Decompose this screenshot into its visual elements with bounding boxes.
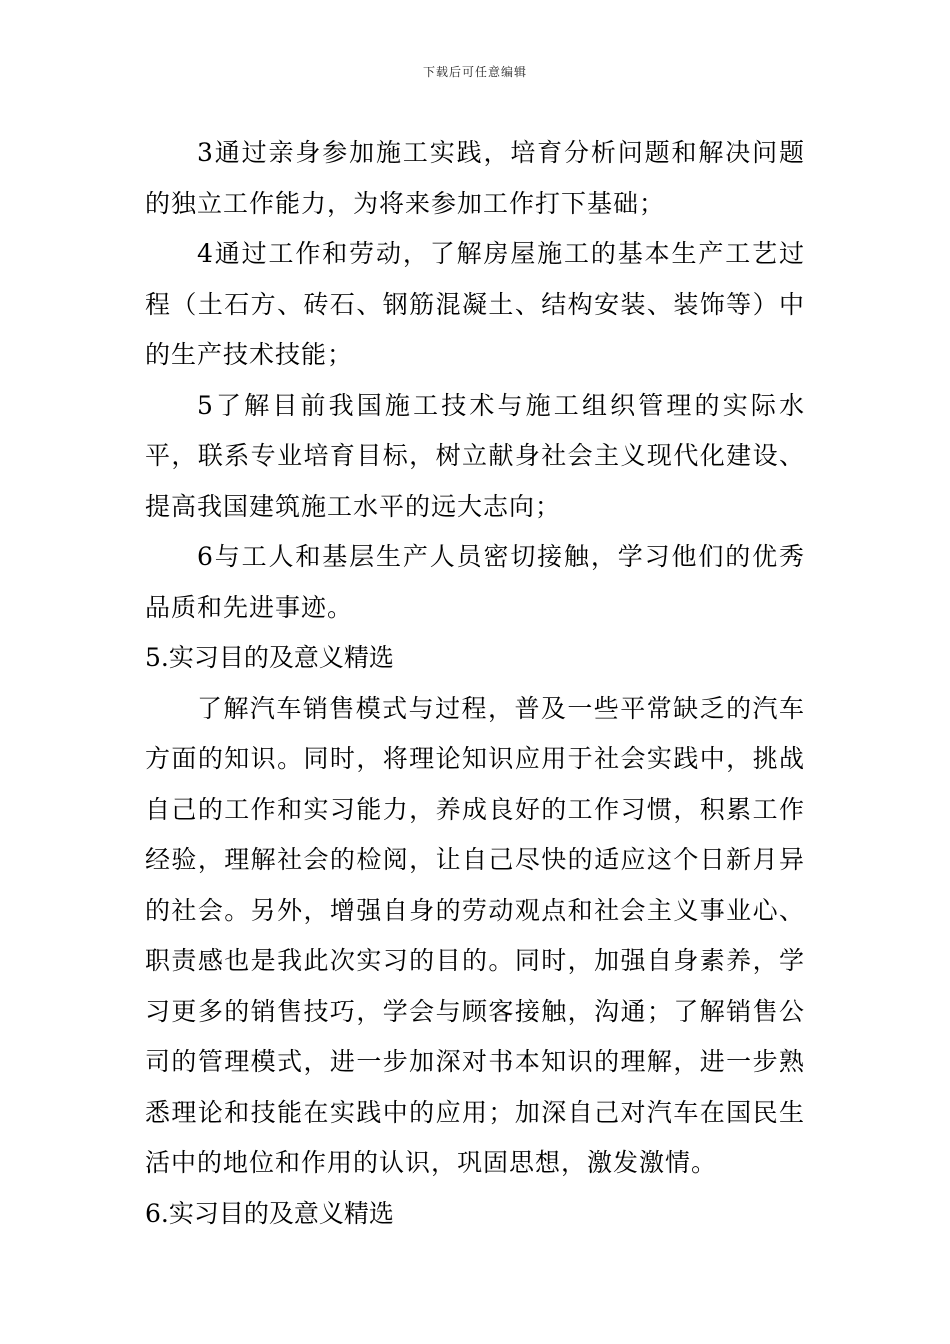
page-header: 下载后可任意编辑 bbox=[422, 65, 527, 79]
section-heading-6: 6.实习目的及意义精选 bbox=[145, 1198, 394, 1228]
section-5-paragraph: 了解汽车销售模式与过程，普及一些平常缺乏的汽车方面的知识。同时，将理论知识应用于社会实践中，挑战自己的工作和实习能力，养成良好的工作习惯，积累工作经验，理解社会的检阅，让自己尽快的适应这个日新月异的社会。另外，增强自身的劳动观点和社会主义事业心、职责感也是我此次实习的目的。同时，加强自身素养，学习更多的销售技巧，学会与顾客接触，沟通；了解销售公司的管理模式，进一步加深对书本知识的理解，进一步熟悉理论和技能在实践中的应用；加深自己对汽车在国民生活中的地位和作用的认识，巩固思想，激发激情。 bbox=[145, 693, 805, 1177]
paragraph-item-6: 6与工人和基层生产人员密切接触，学习他们的优秀品质和先进事迹。 bbox=[145, 542, 805, 622]
document-body bbox=[145, 128, 805, 1239]
paragraph-item-5: 5了解目前我国施工技术与施工组织管理的实际水平，联系专业培育目标，树立献身社会主义现代化建设、提高我国建筑施工水平的远大志向； bbox=[145, 390, 805, 521]
section-heading-5: 5.实习目的及意义精选 bbox=[145, 643, 394, 672]
paragraph-item-3: 3通过亲身参加施工实践，培育分析问题和解决问题的独立工作能力，为将来参加工作打下基础； bbox=[145, 138, 805, 218]
paragraph-item-4: 4通过工作和劳动，了解房屋施工的基本生产工艺过程（土石方、砖石、钢筋混凝土、结构安装、装饰等）中的生产技术技能； bbox=[145, 239, 805, 369]
